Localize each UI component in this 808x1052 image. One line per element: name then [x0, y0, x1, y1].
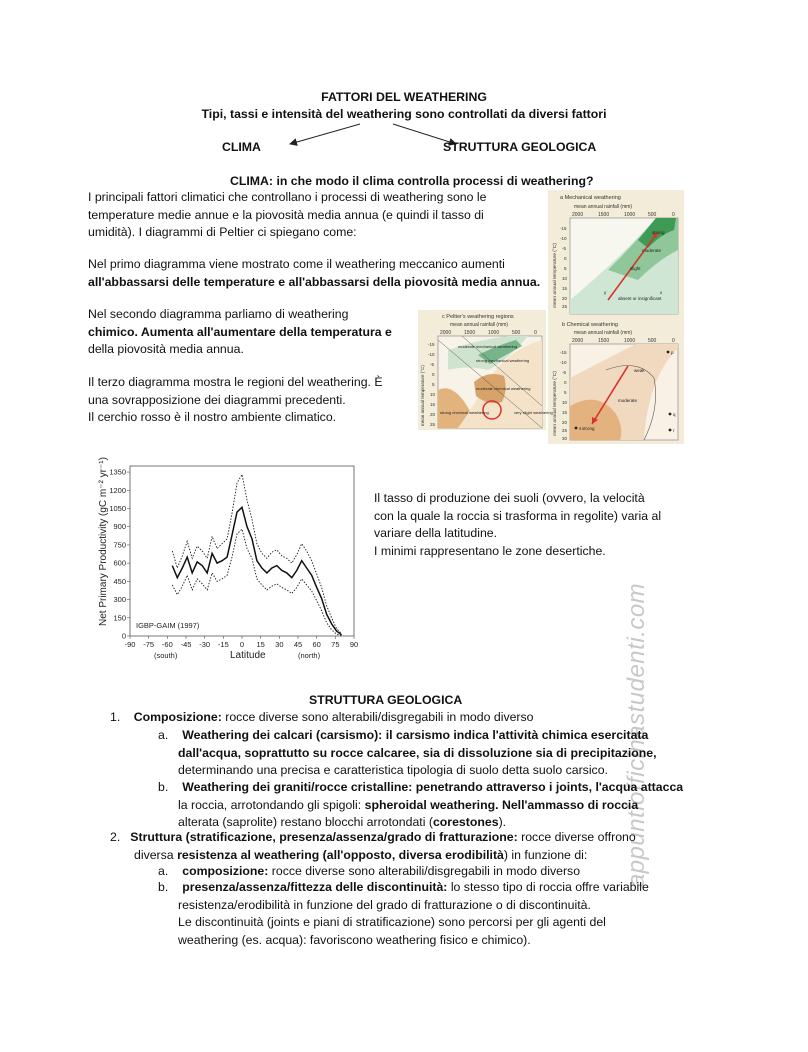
x-tick-label: 30: [275, 640, 284, 649]
text-line: determinando una precisa e caratteristica tipologia di suolo detta suolo carsico.: [178, 763, 608, 777]
tick: -15: [560, 226, 567, 231]
item-text-bold: penetrando attraverso i joints, l'acqua attacca: [412, 780, 684, 794]
region-label: strong: [652, 230, 665, 235]
fig-title: b Chemical weathering: [562, 322, 618, 328]
tick: -5: [562, 370, 567, 375]
tick: -15: [560, 350, 567, 355]
clima-paragraph-3: [88, 306, 392, 359]
tick: 2000: [572, 212, 584, 218]
text-line: weathering (es. acqua): favoriscono weathering fisico e chimico).: [178, 932, 531, 947]
plot-frame: [130, 466, 354, 636]
text-line: Nel secondo diagramma parliamo di weathering: [88, 307, 349, 321]
item-text: lo stesso tipo di roccia offre variabile: [447, 880, 649, 894]
text-line: una sovrapposizione dei diagrammi precedenti.: [88, 392, 346, 407]
tick: 2000: [440, 330, 452, 336]
tick: -5: [430, 362, 435, 367]
list-item-2a: [158, 863, 580, 881]
list-letter: a.: [158, 864, 169, 878]
text-line: della piovosità media annua.: [88, 342, 244, 356]
region-label: strong: [582, 426, 595, 431]
region-label: moderate: [618, 398, 638, 403]
text-line: Il cerchio rosso è il nostro ambiente climatico.: [88, 410, 337, 424]
clima-paragraph-1: [88, 189, 486, 242]
x-tick-label: -45: [180, 640, 192, 649]
text-line-bold: chimico. Aumenta all'aumentare della temperatura e: [88, 324, 392, 339]
y-tick-label: 450: [113, 576, 126, 586]
tick: 1500: [464, 330, 476, 336]
x-tick-label: -90: [124, 640, 136, 649]
text-line: temperature medie annue e la piovosità media annua (e quindi il tasso di: [88, 207, 484, 222]
list-item-2b: [158, 879, 649, 949]
y-tick-label: 1050: [109, 504, 126, 513]
y-tick-label: 750: [113, 540, 126, 550]
chart-y-axis-label: Net Primary Productivity (gC m⁻² yr⁻¹): [98, 457, 109, 626]
struttura-heading: STRUTTURA GEOLOGICA: [309, 693, 463, 707]
text-span-bold: corestones: [432, 815, 499, 829]
tick: -5: [562, 246, 567, 251]
tick: 0: [564, 380, 567, 385]
region-label: moderate: [642, 248, 662, 253]
item-label: Struttura (stratificazione, presenza/assenza/grado di fratturazione:: [130, 830, 518, 844]
chart-x-sublabel-south: (south): [154, 651, 178, 660]
y-tick-label: 300: [113, 595, 126, 605]
y-tick-label: 600: [113, 558, 126, 568]
y-tick-label: 900: [113, 522, 126, 532]
branch-arrows: [0, 120, 744, 160]
peltier-regions-diagram: [418, 310, 553, 430]
tick: 1000: [624, 338, 636, 344]
axis-letter: x: [660, 290, 663, 295]
region-label: moderate mechanical weathering: [458, 344, 517, 349]
list-letter: b.: [158, 780, 169, 794]
clima-paragraph-4: [88, 374, 383, 427]
list-item-1b: [158, 779, 683, 832]
fig-title: c Peltier's weathering regions: [442, 314, 514, 320]
item-text-bold: il carsismo indica l'attività chimica esercitata: [382, 728, 649, 742]
text-line: Il terzo diagramma mostra le regioni del weathering. È: [88, 375, 383, 389]
x-tick-label: 0: [239, 640, 245, 649]
region-label: absent or insignificant: [618, 296, 662, 301]
tick: 2000: [572, 338, 584, 344]
list-letter: b.: [158, 880, 169, 894]
fig-y-axis: mean annual temperature (°C): [553, 243, 558, 308]
tick: 0: [564, 256, 567, 261]
list-number: 1.: [110, 710, 121, 724]
tick: -10: [428, 352, 435, 357]
chart-x-axis-label: Latitude: [230, 650, 266, 661]
tick: 500: [512, 330, 521, 336]
point-label: s: [579, 426, 582, 431]
point-label: q: [673, 412, 676, 417]
x-tick-label: -75: [143, 640, 155, 649]
clima-paragraph-2: [88, 256, 540, 291]
tick: 0: [672, 338, 675, 344]
region-label: very slight weathering: [514, 410, 553, 415]
mechanical-weathering-diagram: [548, 190, 684, 318]
item-label: composizione:: [182, 864, 269, 878]
tick: 0: [672, 212, 675, 218]
tick: 5: [564, 390, 567, 395]
x-tick-label: -15: [217, 640, 229, 649]
tick: 15: [562, 410, 568, 415]
tick: 10: [562, 276, 568, 281]
item-text: rocce diverse offrono: [517, 830, 636, 844]
tick: 500: [648, 338, 657, 344]
tick: 1500: [598, 212, 610, 218]
tick: 1500: [598, 338, 610, 344]
text-line: con la quale la roccia si trasforma in regolite) varia al: [374, 508, 662, 523]
tick: 20: [562, 420, 568, 425]
x-tick-label: -30: [199, 640, 211, 649]
clima-heading: CLIMA: in che modo il clima controlla processi di weathering?: [230, 174, 594, 188]
tick: 10: [562, 400, 568, 405]
item-label: presenza/assenza/fittezza delle discontinuità:: [182, 880, 448, 894]
tick: 500: [648, 212, 657, 218]
point-label: p: [671, 350, 674, 355]
x-tick-label: 45: [293, 640, 303, 649]
text-line: Il tasso di produzione dei suoli (ovvero, la velocità: [374, 491, 645, 505]
y-tick-label: 1350: [109, 467, 126, 477]
arrow-left: [290, 124, 360, 144]
tick: 25: [562, 304, 568, 309]
text-line: umidità). I diagrammi di Peltier ci spiegano come:: [88, 225, 357, 239]
region-label: strong chemical weathering: [440, 410, 489, 415]
text-span-bold: spheroidal weathering: [364, 797, 496, 812]
fig-top-axis: mean annual rainfall (mm): [450, 322, 509, 328]
tick: 20: [430, 412, 436, 417]
chart-annotation: IGBP-GAIM (1997): [136, 621, 200, 630]
page-title: FATTORI DEL WEATHERING: [321, 90, 487, 104]
fig-y-axis: mean annual temperature (°C): [553, 371, 558, 436]
text-span-bold: resistenza al weathering (all'opposto, diversa erodibilità: [177, 847, 504, 862]
fig-y-axis: mean annual temperature (°C): [420, 365, 425, 426]
series-line-mean: [172, 507, 341, 635]
x-tick-label: 75: [331, 640, 340, 649]
list-number: 2.: [110, 830, 121, 844]
tick: -10: [560, 236, 567, 241]
text-line-bold: dall'acqua, soprattutto su rocce calcaree, sia di dissoluzione sia di precipitazione,: [178, 745, 657, 760]
tick: 25: [562, 428, 568, 433]
region-label: moderate chemical weathering: [476, 386, 531, 391]
text-span: diversa: [134, 847, 178, 862]
text-span: la roccia, arrotondando gli spigoli:: [178, 797, 365, 812]
list-letter: a.: [158, 728, 169, 742]
item-label: Composizione:: [133, 710, 222, 724]
x-tick-label: 90: [349, 640, 359, 649]
text-span: alterata (saprolite) restano blocchi arrotondati (: [178, 815, 433, 829]
fig-title: a Mechanical weathering: [560, 195, 621, 201]
chemical-weathering-diagram: [548, 318, 684, 444]
fig-top-axis: mean annual rainfall (mm): [574, 204, 633, 210]
text-line: I minimi rappresentano le zone desertiche.: [374, 543, 606, 558]
tick: -15: [428, 342, 435, 347]
chart-x-sublabel-north: (north): [298, 651, 321, 660]
region-label: strong mechanical weathering: [476, 358, 530, 363]
list-item-1a: [158, 727, 657, 780]
text-span-bold: . Nell'ammasso di roccia: [495, 797, 639, 812]
tick: 30: [562, 436, 568, 441]
item-label: Weathering dei calcari (carsismo):: [182, 728, 383, 742]
tick: 10: [430, 392, 436, 397]
list-item-2: [110, 829, 636, 864]
tick: 1000: [624, 212, 636, 218]
page-subtitle: Tipi, tassi e intensità del weathering sono controllati da diversi fattori: [201, 107, 607, 121]
x-tick-label: -60: [161, 640, 173, 649]
text-line: Nel primo diagramma viene mostrato come il weathering meccanico aumenti: [88, 257, 505, 271]
item-label: Weathering dei graniti/rocce cristalline:: [182, 780, 413, 794]
branch-struttura: STRUTTURA GEOLOGICA: [443, 140, 597, 154]
series-line-bound: [172, 529, 341, 635]
y-tick-label: 0: [121, 631, 126, 641]
watermark-text: appuntiofficinastudenti.com: [623, 582, 650, 888]
text-span: ).: [498, 815, 507, 829]
tick: 15: [430, 402, 436, 407]
text-line: Le discontinuità (joints e piani di stratificazione) sono percorsi per gli agenti del: [178, 915, 606, 929]
point-label: r: [673, 428, 675, 433]
text-line: I principali fattori climatici che controllano i processi di weathering sono le: [88, 190, 487, 204]
series-line-bound: [172, 475, 341, 634]
tick: 25: [430, 422, 436, 427]
region-label: weak: [634, 368, 645, 373]
item-text: rocce diverse sono alterabili/disgregabili in modo diverso: [268, 864, 581, 878]
text-line: variare della latitudine.: [374, 526, 498, 540]
item-text: rocce diverse sono alterabili/disgregabili in modo diverso: [221, 710, 534, 724]
x-tick-label: 15: [256, 640, 265, 649]
region-label: slight: [630, 266, 641, 271]
text-line: resistenza/erodibilità in funzione del grado di fratturazione o di discontinuità.: [178, 897, 591, 912]
tick: -10: [560, 360, 567, 365]
tick: 20: [562, 296, 568, 301]
x-tick-label: 60: [312, 640, 321, 649]
tick: 1000: [488, 330, 500, 336]
tick: 15: [562, 286, 568, 291]
tick: 5: [432, 382, 435, 387]
y-tick-label: 1200: [109, 485, 126, 495]
axis-letter: y: [604, 290, 607, 295]
tick: 5: [564, 266, 567, 271]
tick: 0: [534, 330, 537, 336]
branch-clima: CLIMA: [222, 140, 261, 154]
text-line-bold: all'abbassarsi delle temperature e all'abbassarsi della piovosità media annua.: [88, 274, 541, 289]
y-tick-label: 150: [113, 613, 126, 623]
tick: 0: [432, 372, 435, 377]
npp-latitude-chart: [92, 458, 372, 668]
list-item-1: [110, 709, 534, 727]
fig-top-axis: mean annual rainfall (mm): [574, 330, 633, 336]
text-span: ) in funzione di:: [503, 847, 588, 862]
